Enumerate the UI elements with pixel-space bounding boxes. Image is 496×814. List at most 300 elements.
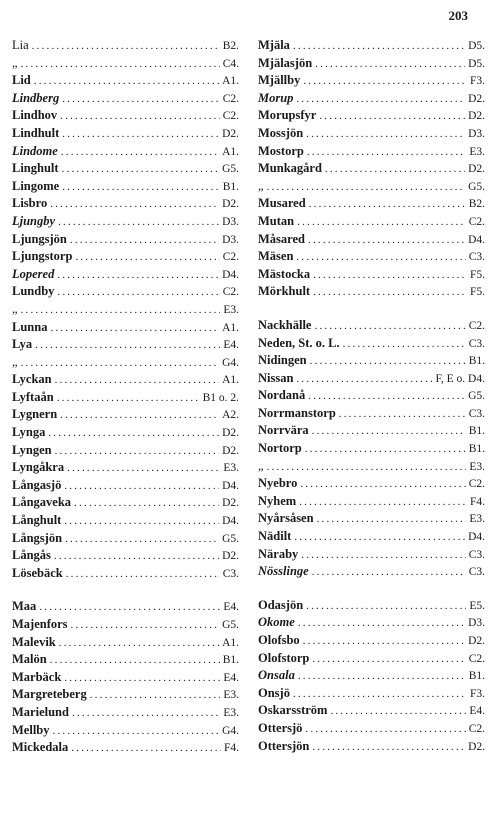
grid-reference: D3. (468, 127, 485, 140)
place-name: Odasjön (258, 597, 304, 612)
grid-reference: D2. (468, 740, 485, 753)
index-entry (12, 530, 239, 548)
dot-leader (60, 407, 219, 425)
index-entry (12, 442, 239, 460)
index-entry (258, 510, 485, 528)
index-entry (258, 143, 485, 161)
grid-reference: C3. (468, 407, 485, 420)
place-name: „ (258, 178, 264, 193)
index-entry (12, 371, 239, 389)
index-entry (12, 213, 239, 231)
index-entry (258, 440, 485, 458)
grid-reference: G4. (222, 724, 239, 737)
grid-reference: D2. (222, 198, 239, 211)
index-entry (12, 319, 239, 337)
place-name: Nidingen (258, 353, 307, 368)
index-entry (12, 686, 239, 704)
index-entry (258, 195, 485, 213)
index-entry (12, 722, 239, 740)
dot-leader (39, 599, 220, 617)
grid-reference: E4. (223, 601, 239, 614)
dot-leader (57, 267, 219, 285)
dot-leader (330, 703, 466, 721)
index-entry (258, 125, 485, 143)
grid-reference: D5. (468, 40, 485, 52)
index-entry (258, 738, 485, 756)
dot-leader (307, 144, 467, 162)
index-entry (12, 354, 239, 372)
index-entry (258, 528, 485, 546)
index-entry (258, 422, 485, 440)
place-name: Långasjö (12, 477, 62, 492)
dot-leader (303, 633, 465, 651)
place-name: Lopered (12, 266, 55, 281)
grid-reference: B1 o. 2. (202, 391, 239, 404)
place-name: Majenfors (12, 617, 68, 631)
dot-leader (267, 459, 467, 477)
dot-leader (62, 126, 219, 144)
index-entry (12, 195, 239, 213)
index-entry (12, 37, 239, 55)
place-name: Lindome (12, 143, 58, 158)
index-entry (12, 90, 239, 108)
dot-leader (301, 547, 465, 565)
place-name: Mjällby (258, 73, 301, 88)
index-entry (258, 90, 485, 108)
grid-reference: A1. (222, 145, 239, 158)
dot-leader (296, 249, 465, 267)
grid-reference: C2. (222, 286, 239, 299)
grid-reference: E4. (469, 705, 485, 718)
grid-reference: D2. (468, 92, 485, 105)
grid-reference: A1. (222, 75, 239, 88)
place-name: Långaveka (12, 495, 72, 510)
place-name: Nordanå (258, 388, 306, 403)
index-entry (12, 406, 239, 424)
place-name: Olofsbo (258, 633, 300, 647)
index-entry (258, 405, 485, 423)
place-name: Mellby (12, 722, 50, 737)
dot-leader (34, 73, 219, 91)
index-entry (258, 283, 485, 301)
section-gap (258, 301, 485, 317)
grid-reference: B1. (468, 425, 485, 438)
dot-leader (339, 406, 466, 424)
grid-reference: C4. (222, 57, 239, 70)
grid-reference: D2. (222, 497, 239, 510)
dot-leader (32, 38, 220, 56)
place-name: Lösebäck (12, 565, 63, 580)
index-entry (12, 160, 239, 178)
grid-reference: A1. (222, 636, 239, 649)
index-entry (258, 458, 485, 476)
grid-reference: D3. (222, 233, 239, 246)
grid-reference: C2. (222, 251, 239, 264)
place-name: Mutan (258, 213, 295, 228)
grid-reference: E4. (223, 339, 239, 352)
place-name: Norrvära (258, 423, 309, 438)
place-name: Malevik (12, 634, 56, 649)
dot-leader (297, 214, 466, 232)
index-entry (12, 651, 239, 669)
index-entry (12, 301, 239, 319)
dot-leader (66, 566, 220, 584)
place-name: Mästocka (258, 266, 311, 281)
place-name: Lindberg (12, 90, 60, 105)
index-entry (258, 213, 485, 231)
grid-reference: C2. (468, 652, 485, 665)
index-entry (258, 667, 485, 685)
place-name: Munkagård (258, 161, 322, 176)
place-name: Morup (258, 90, 294, 105)
index-entry (12, 547, 239, 565)
dot-leader (62, 179, 219, 197)
place-name: Lia (12, 38, 29, 52)
index-entry (12, 459, 239, 477)
grid-reference: C3. (468, 251, 485, 264)
grid-reference: D3. (468, 617, 485, 630)
dot-leader (299, 494, 467, 512)
grid-reference: E5. (469, 599, 485, 612)
place-name: „ (258, 458, 264, 473)
index-entry (258, 231, 485, 249)
index-entry (12, 512, 239, 530)
place-name: Mjälasjön (258, 55, 313, 70)
grid-reference: E3. (223, 706, 239, 719)
grid-reference: F3. (469, 687, 485, 700)
dot-leader (303, 73, 467, 91)
place-name: Lundby (12, 284, 55, 299)
place-name: „ (12, 301, 18, 316)
grid-reference: B1. (468, 670, 485, 683)
index-entry (12, 616, 239, 634)
place-name: „ (12, 55, 18, 70)
dot-leader (71, 740, 221, 758)
grid-reference: F3. (469, 75, 485, 88)
dot-leader (310, 353, 466, 371)
place-name: Onsjö (258, 685, 290, 700)
place-name: Ottersjö (258, 720, 303, 735)
dot-leader (53, 723, 220, 741)
section-gap (12, 582, 239, 598)
grid-reference: E3. (469, 145, 485, 158)
index-entry (258, 178, 485, 196)
dot-leader (306, 126, 465, 144)
dot-leader (313, 267, 467, 285)
grid-reference: C2. (222, 110, 239, 123)
grid-reference: G5. (222, 163, 239, 176)
index-entry (12, 739, 239, 757)
index-entry (258, 248, 485, 266)
dot-leader (75, 249, 219, 267)
grid-reference: G5. (222, 532, 239, 545)
index-entry (258, 720, 485, 738)
grid-reference: D5. (468, 57, 485, 70)
dot-leader (74, 495, 219, 513)
dot-leader (62, 91, 219, 109)
dot-leader (312, 423, 466, 441)
index-entry (258, 55, 485, 73)
place-name: Marbäck (12, 669, 62, 684)
grid-reference: F5. (469, 268, 485, 281)
dot-leader (72, 705, 220, 723)
grid-reference: B1. (222, 654, 239, 667)
index-entry (258, 597, 485, 615)
place-name: Nädilt (258, 529, 292, 544)
dot-leader (62, 161, 220, 179)
dot-leader (296, 91, 465, 109)
place-name: Ljungby (12, 213, 56, 228)
place-name: Lyngen (12, 442, 52, 457)
dot-leader (55, 372, 219, 390)
dot-leader (64, 513, 219, 531)
index-entry (12, 72, 239, 90)
place-name: Okome (258, 615, 295, 630)
place-name: Oskarsström (258, 703, 328, 718)
place-name: Lya (12, 337, 33, 352)
dot-leader (305, 721, 465, 739)
grid-reference: C3. (468, 548, 485, 561)
dot-leader (64, 670, 220, 688)
index-entry (258, 266, 485, 284)
grid-reference: F5. (469, 286, 485, 299)
index-entry (12, 669, 239, 687)
dot-leader (312, 651, 465, 669)
grid-reference: F4. (223, 742, 239, 755)
grid-reference: C3. (468, 337, 485, 350)
section-gap (258, 581, 485, 597)
grid-reference: C2. (222, 92, 239, 105)
grid-reference: D2. (468, 163, 485, 176)
grid-reference: C3. (468, 566, 485, 579)
dot-leader (300, 476, 465, 494)
place-name: Neden, St. o. L. (258, 335, 340, 350)
index-entry (258, 387, 485, 405)
place-name: Lisbro (12, 196, 48, 211)
grid-reference: A1. (222, 374, 239, 387)
dot-leader (60, 108, 220, 126)
dot-leader (343, 336, 466, 354)
grid-reference: A1. (222, 321, 239, 334)
grid-reference: E3. (223, 303, 239, 316)
grid-reference: E3. (469, 513, 485, 526)
grid-reference: D4. (468, 531, 485, 544)
grid-reference: D3. (222, 215, 239, 228)
dot-leader (306, 598, 466, 616)
index-entry (12, 634, 239, 652)
index-entry (12, 55, 239, 73)
place-name: Ljungsjön (12, 231, 67, 246)
place-name: Lindhult (12, 125, 60, 140)
place-name: Olofstorp (258, 650, 310, 665)
place-name: Mjäla (258, 38, 290, 52)
dot-leader (90, 687, 221, 705)
dot-leader (293, 686, 467, 704)
place-name: Lingome (12, 178, 60, 193)
grid-reference: B2. (468, 198, 485, 211)
grid-reference: G4. (222, 356, 239, 369)
dot-leader (64, 478, 219, 496)
grid-reference: D4. (222, 268, 239, 281)
grid-reference: D2. (222, 127, 239, 140)
grid-reference: G5. (468, 180, 485, 193)
grid-reference: B1. (468, 355, 485, 368)
grid-reference: D2. (222, 444, 239, 457)
place-name: Lunna (12, 319, 48, 334)
index-entry (258, 614, 485, 632)
place-name: Nyhem (258, 493, 297, 508)
grid-reference: G5. (222, 619, 239, 631)
index-entry (12, 494, 239, 512)
dot-leader (58, 214, 219, 232)
dot-leader (55, 443, 219, 461)
place-name: Morupsfyr (258, 108, 317, 123)
dot-leader (315, 56, 465, 74)
index-entry (12, 178, 239, 196)
dot-leader (298, 668, 466, 686)
index-column-right (258, 37, 485, 755)
grid-reference: B1. (222, 180, 239, 193)
dot-leader (21, 56, 220, 74)
index-entry (258, 563, 485, 581)
place-name: Lid (12, 73, 31, 88)
dot-leader (21, 355, 220, 373)
index-entry (258, 37, 485, 55)
index-entry (12, 107, 239, 125)
index-entry (258, 317, 485, 335)
dot-leader (71, 617, 220, 635)
grid-reference: D4. (468, 233, 485, 246)
dot-leader (57, 390, 200, 408)
dot-leader (317, 511, 467, 529)
place-name: Lindhov (12, 108, 58, 123)
dot-leader (48, 425, 219, 443)
dot-leader (296, 371, 432, 389)
place-name: Nyårsåsen (258, 511, 314, 526)
grid-reference: E3. (223, 689, 239, 702)
index-entry (258, 335, 485, 353)
place-name: Lyngåkra (12, 460, 65, 475)
place-name: Mäsen (258, 249, 294, 264)
index-entry (12, 231, 239, 249)
dot-leader (65, 531, 219, 549)
grid-reference: B1. (468, 443, 485, 456)
place-name: Måsared (258, 231, 305, 246)
grid-reference: C3. (222, 567, 239, 580)
place-name: Nackhälle (258, 317, 312, 332)
grid-reference: D2. (222, 427, 239, 440)
index-entry (258, 702, 485, 720)
grid-reference: D2. (222, 550, 239, 563)
dot-leader (70, 232, 219, 250)
place-name: Onsala (258, 668, 295, 683)
dot-leader (35, 337, 220, 355)
place-name: Norrmanstorp (258, 405, 336, 420)
grid-reference: B2. (222, 40, 239, 52)
grid-reference: E3. (469, 460, 485, 473)
dot-leader (267, 179, 466, 197)
dot-leader (319, 108, 465, 126)
place-name: Malön (12, 652, 47, 667)
index-entry (258, 160, 485, 178)
dot-leader (57, 284, 219, 302)
index-entry (258, 475, 485, 493)
dot-leader (50, 196, 219, 214)
place-name: Nyebro (258, 476, 298, 491)
index-entry (12, 389, 239, 407)
place-name: Långsjön (12, 530, 63, 545)
dot-leader (309, 196, 466, 214)
place-name: Margreteberg (12, 687, 87, 702)
place-name: Näraby (258, 546, 299, 561)
place-name: Mossjön (258, 125, 304, 140)
place-name: Maa (12, 599, 37, 614)
dot-leader (61, 144, 219, 162)
dot-leader (312, 564, 466, 582)
place-name: Marielund (12, 704, 69, 719)
index-entry (258, 352, 485, 370)
page-number: 203 (448, 8, 468, 23)
dot-leader (54, 548, 219, 566)
grid-reference: G5. (468, 390, 485, 403)
dot-leader (50, 320, 219, 338)
index-entry (258, 546, 485, 564)
grid-reference: E4. (223, 671, 239, 684)
index-entry (12, 125, 239, 143)
index-entry (258, 107, 485, 125)
place-name: Nissan (258, 370, 294, 385)
dot-leader (67, 460, 220, 478)
place-name: Mörkhult (258, 284, 311, 299)
place-name: Långhult (12, 513, 62, 528)
grid-reference: D2. (468, 635, 485, 647)
place-name: „ (12, 354, 18, 369)
index-entry (258, 493, 485, 511)
dot-leader (308, 232, 465, 250)
dot-leader (305, 441, 466, 459)
dot-leader (294, 529, 465, 547)
index-entry (258, 370, 485, 388)
index-entry (12, 336, 239, 354)
index-entry (12, 424, 239, 442)
place-name: Mickedala (12, 740, 69, 755)
place-name: Ottersjön (258, 738, 310, 753)
index-entry (12, 598, 239, 616)
grid-reference: A2. (222, 409, 239, 422)
dot-leader (325, 161, 465, 179)
dot-leader (298, 615, 465, 633)
place-name: Mostorp (258, 143, 304, 158)
index-entry (258, 632, 485, 650)
place-name: Nortorp (258, 441, 302, 456)
index-entry (258, 72, 485, 90)
dot-leader (50, 652, 220, 670)
grid-reference: C2. (468, 215, 485, 228)
index-entry (12, 143, 239, 161)
index-entry (12, 266, 239, 284)
grid-reference: C2. (468, 319, 485, 332)
dot-leader (314, 318, 465, 336)
place-name: Långås (12, 548, 51, 563)
index-entry (12, 704, 239, 722)
index-entry (12, 248, 239, 266)
place-name: Nösslinge (258, 564, 309, 579)
place-name: Lygnern (12, 407, 58, 422)
grid-reference: C2. (468, 478, 485, 491)
dot-leader (21, 302, 221, 320)
place-name: Lynga (12, 425, 46, 440)
index-entry (258, 685, 485, 703)
